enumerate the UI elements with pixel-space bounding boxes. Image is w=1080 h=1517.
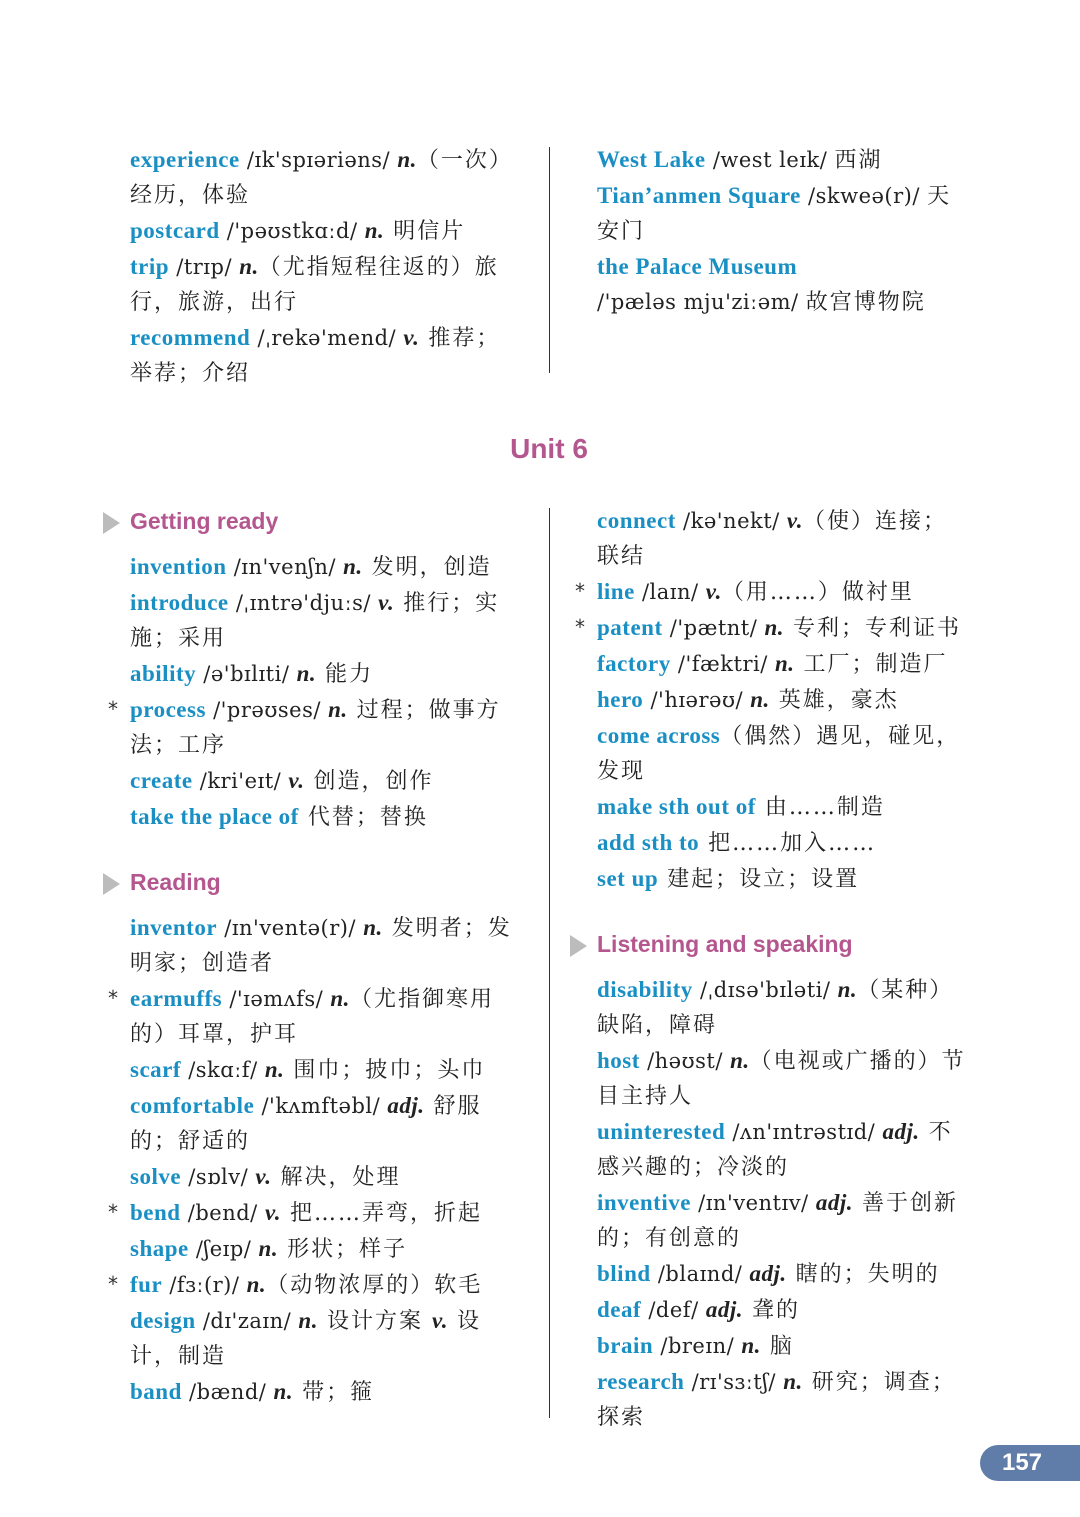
headword: solve bbox=[130, 1164, 182, 1189]
definition: 聋的 bbox=[742, 1298, 800, 1323]
definition: （尤指御寒用的）耳罩，护耳 bbox=[130, 987, 494, 1047]
vocab-entry bbox=[597, 249, 967, 285]
vocab-entry bbox=[108, 1267, 520, 1303]
section-heading bbox=[130, 503, 520, 539]
vocab-entry bbox=[597, 1364, 967, 1435]
vocab-entry bbox=[130, 585, 520, 656]
headword: postcard bbox=[130, 218, 220, 243]
headword: brain bbox=[597, 1333, 654, 1358]
page-number: 157 bbox=[980, 1445, 1080, 1481]
headword: earmuffs bbox=[130, 986, 223, 1011]
headword: take the place of bbox=[130, 804, 299, 829]
phonetic: /ɪn'venʃn/ bbox=[226, 555, 344, 579]
vocab-entry bbox=[597, 1043, 967, 1114]
part-of-speech: adj. bbox=[705, 1297, 743, 1322]
phonetic: /həʊst/ bbox=[639, 1049, 731, 1073]
vocab-entry bbox=[130, 142, 520, 213]
part-of-speech: n. bbox=[273, 1379, 294, 1404]
headword: create bbox=[130, 768, 193, 793]
phonetic: /'prəʊses/ bbox=[205, 698, 329, 722]
part-of-speech: n. bbox=[298, 1308, 318, 1333]
headword: fur bbox=[130, 1272, 163, 1297]
vocab-entry bbox=[130, 1303, 520, 1374]
definition: 带；箍 bbox=[293, 1380, 375, 1405]
part-of-speech: v. bbox=[403, 325, 420, 350]
headword: band bbox=[130, 1379, 182, 1404]
vocab-entry bbox=[597, 972, 967, 1043]
triangle-icon bbox=[103, 512, 120, 534]
part-of-speech: v. bbox=[431, 1308, 449, 1333]
vocab-entry bbox=[130, 799, 520, 835]
headword: come across bbox=[597, 723, 721, 748]
vocab-entry bbox=[575, 574, 967, 610]
star-marker: * bbox=[108, 1272, 119, 1296]
headword: research bbox=[597, 1369, 685, 1394]
definition: 瞎的；失明的 bbox=[786, 1262, 940, 1287]
phonetic: /kə'nekt/ bbox=[675, 509, 787, 533]
headword: set up bbox=[597, 866, 659, 891]
headword: host bbox=[597, 1048, 640, 1073]
definition: 西湖 bbox=[834, 148, 883, 173]
definition: （动物浓厚的）软毛 bbox=[266, 1273, 483, 1298]
headword: comfortable bbox=[130, 1093, 255, 1118]
definition: 专利；专利证书 bbox=[784, 616, 962, 641]
part-of-speech: n. bbox=[364, 218, 385, 243]
headword: trip bbox=[130, 254, 170, 279]
phonetic: /fɜː(r)/ bbox=[162, 1273, 247, 1297]
phonetic: /'hɪərəʊ/ bbox=[643, 688, 751, 712]
phonetic: /ɪk'spɪəriəns/ bbox=[239, 148, 398, 172]
right-column bbox=[575, 503, 967, 1435]
vocab-entry bbox=[130, 1088, 520, 1159]
phonetic: /'ɪəmʌfs/ bbox=[222, 987, 331, 1011]
part-of-speech: n. bbox=[296, 661, 317, 686]
headword: shape bbox=[130, 1236, 189, 1261]
headword: uninterested bbox=[597, 1119, 726, 1144]
vocab-entry bbox=[575, 610, 967, 646]
headword: experience bbox=[130, 147, 240, 172]
section-title: Getting ready bbox=[130, 508, 279, 534]
phonetic: /'fæktri/ bbox=[670, 652, 775, 676]
star-marker: * bbox=[108, 697, 119, 721]
vocab-entry bbox=[597, 285, 967, 320]
star-marker: * bbox=[575, 615, 586, 639]
phonetic: /ɪn'ventɪv/ bbox=[690, 1191, 816, 1215]
headword: recommend bbox=[130, 325, 251, 350]
definition: 故宫博物院 bbox=[805, 290, 926, 315]
headword: connect bbox=[597, 508, 676, 533]
headword: patent bbox=[597, 615, 663, 640]
vocab-entry bbox=[130, 549, 520, 585]
phonetic: /def/ bbox=[641, 1298, 706, 1322]
definition: 能力 bbox=[316, 662, 374, 687]
headword: deaf bbox=[597, 1297, 642, 1322]
definition: （用……）做衬里 bbox=[721, 580, 914, 605]
phonetic: /bænd/ bbox=[181, 1380, 274, 1404]
definition: 建起；设立；设置 bbox=[658, 867, 860, 892]
phonetic: /breɪn/ bbox=[653, 1334, 742, 1358]
headword: ability bbox=[130, 661, 197, 686]
phonetic: /ʌn'ɪntrəstɪd/ bbox=[725, 1120, 883, 1144]
definition: 形状；样子 bbox=[278, 1237, 408, 1262]
phonetic: /ˌdɪsə'bɪləti/ bbox=[692, 978, 838, 1002]
vocab-entry bbox=[597, 646, 967, 682]
part-of-speech: adj. bbox=[749, 1261, 787, 1286]
definition: 发明，创造 bbox=[362, 555, 492, 580]
phonetic: /ɪn'ventə(r)/ bbox=[217, 916, 364, 940]
part-of-speech: n. bbox=[258, 1236, 279, 1261]
part-of-speech: n. bbox=[239, 254, 259, 279]
headword: the Palace Museum bbox=[597, 254, 798, 279]
part-of-speech: adj. bbox=[387, 1093, 425, 1118]
headword: make sth out of bbox=[597, 794, 756, 819]
phonetic: /ˌrekə'mend/ bbox=[250, 326, 404, 350]
definition: 舒服的；舒适的 bbox=[130, 1094, 482, 1154]
headword: hero bbox=[597, 687, 644, 712]
headword: design bbox=[130, 1308, 196, 1333]
definition: 推荐；举荐；介绍 bbox=[130, 326, 501, 386]
star-marker: * bbox=[108, 1200, 119, 1224]
definition: 明信片 bbox=[384, 219, 466, 244]
part-of-speech: n. bbox=[246, 1272, 267, 1297]
part-of-speech: adj. bbox=[882, 1119, 920, 1144]
part-of-speech: n. bbox=[328, 697, 348, 722]
headword: inventive bbox=[597, 1190, 691, 1215]
part-of-speech: n. bbox=[774, 651, 795, 676]
phonetic: /bend/ bbox=[180, 1201, 265, 1225]
part-of-speech: n. bbox=[750, 687, 770, 712]
definition: （电视或广播的）节目主持人 bbox=[597, 1049, 966, 1109]
triangle-icon bbox=[103, 873, 120, 895]
part-of-speech: n. bbox=[730, 1048, 750, 1073]
phonetic: /ˌɪntrə'djuːs/ bbox=[228, 591, 379, 615]
definition: 工厂；制造厂 bbox=[794, 652, 948, 677]
phonetic: /'pæləs mju'ziːəm/ bbox=[597, 290, 806, 314]
phonetic: /'pætnt/ bbox=[662, 616, 765, 640]
vocab-entry bbox=[597, 178, 967, 249]
phonetic: /'kʌmftəbl/ bbox=[254, 1094, 388, 1118]
definition: 围巾；披巾；头巾 bbox=[284, 1058, 486, 1083]
definition: 设计方案 bbox=[317, 1309, 432, 1334]
definition: 天安门 bbox=[597, 184, 952, 244]
phonetic: /dɪ'zaɪn/ bbox=[195, 1309, 299, 1333]
definition: 把……弄弯，折起 bbox=[281, 1201, 483, 1226]
headword: bend bbox=[130, 1200, 181, 1225]
headword: factory bbox=[597, 651, 671, 676]
definition: （某种）缺陷，障碍 bbox=[597, 978, 954, 1038]
vocab-entry bbox=[130, 910, 520, 981]
column-divider bbox=[549, 508, 550, 1418]
vocab-entry bbox=[597, 1114, 967, 1185]
part-of-speech: n. bbox=[764, 615, 785, 640]
definition: 发明者；发明家；创造者 bbox=[130, 916, 512, 976]
headword: Tian’anmen Square bbox=[597, 183, 801, 208]
definition: （偶然）遇见，碰见，发现 bbox=[597, 724, 961, 784]
phonetic: /skɑːf/ bbox=[181, 1058, 265, 1082]
vocab-entry bbox=[130, 320, 520, 391]
phonetic: /sɒlv/ bbox=[181, 1165, 256, 1189]
definition: 设计，制造 bbox=[130, 1309, 482, 1369]
definition: 过程；做事方法；工序 bbox=[130, 698, 501, 758]
headword: scarf bbox=[130, 1057, 182, 1082]
phonetic: /skweə(r)/ bbox=[800, 184, 928, 208]
definition: 解决，处理 bbox=[271, 1165, 401, 1190]
vocab-entry bbox=[597, 503, 967, 574]
vocab-entry bbox=[597, 682, 967, 718]
headword: disability bbox=[597, 977, 693, 1002]
headword: blind bbox=[597, 1261, 651, 1286]
vocab-entry bbox=[597, 789, 967, 825]
vocab-entry bbox=[108, 692, 520, 763]
definition: （尤指短程往返的）旅行，旅游，出行 bbox=[130, 255, 499, 315]
vocab-entry bbox=[597, 825, 967, 861]
phonetic: /west leɪk/ bbox=[705, 148, 835, 172]
vocab-entry bbox=[130, 656, 520, 692]
part-of-speech: n. bbox=[837, 977, 858, 1002]
part-of-speech: n. bbox=[330, 986, 350, 1011]
definition: 推行；实施；采用 bbox=[130, 591, 500, 651]
vocab-entry bbox=[130, 249, 520, 320]
section-heading bbox=[597, 926, 967, 962]
headword: introduce bbox=[130, 590, 229, 615]
vocab-entry bbox=[130, 763, 520, 799]
part-of-speech: n. bbox=[397, 147, 417, 172]
column-divider bbox=[549, 147, 550, 373]
unit-title: Unit 6 bbox=[510, 433, 588, 464]
part-of-speech: n. bbox=[783, 1369, 803, 1394]
vocab-entry bbox=[108, 1195, 520, 1231]
headword: invention bbox=[130, 554, 227, 579]
vocab-entry bbox=[597, 1292, 967, 1328]
definition: 创造，创作 bbox=[304, 769, 434, 794]
definition: （使）连接；联结 bbox=[597, 509, 948, 569]
definition: 研究；调查；探索 bbox=[597, 1370, 956, 1430]
part-of-speech: v. bbox=[288, 768, 305, 793]
vocab-entry bbox=[130, 1231, 520, 1267]
part-of-speech: v. bbox=[705, 579, 722, 604]
part-of-speech: n. bbox=[363, 915, 383, 940]
definition: 英雄，豪杰 bbox=[769, 688, 899, 713]
phonetic: /rɪ'sɜːtʃ/ bbox=[684, 1370, 784, 1394]
phonetic: /kri'eɪt/ bbox=[192, 769, 289, 793]
part-of-speech: n. bbox=[741, 1333, 761, 1358]
headword: inventor bbox=[130, 915, 218, 940]
vocab-entry bbox=[597, 1185, 967, 1256]
section-heading bbox=[130, 864, 520, 900]
vocab-entry bbox=[597, 142, 967, 178]
definition: 由……制造 bbox=[755, 795, 885, 820]
part-of-speech: v. bbox=[255, 1164, 272, 1189]
vocab-entry bbox=[130, 213, 520, 249]
section-title: Listening and speaking bbox=[597, 931, 853, 957]
vocab-entry bbox=[597, 861, 967, 897]
left-column bbox=[108, 503, 520, 1410]
headword: add sth to bbox=[597, 830, 700, 855]
vocab-entry bbox=[597, 1256, 967, 1292]
top-right-column bbox=[597, 142, 967, 320]
definition: 善于创新的；有创意的 bbox=[597, 1191, 958, 1251]
definition: 代替；替换 bbox=[298, 805, 428, 830]
vocab-entry bbox=[597, 718, 967, 789]
top-left-column bbox=[130, 142, 520, 391]
vocab-entry bbox=[130, 1374, 520, 1410]
definition: 脑 bbox=[760, 1334, 794, 1359]
phonetic: /ə'bɪlɪti/ bbox=[196, 662, 297, 686]
part-of-speech: n. bbox=[343, 554, 363, 579]
definition: 不感兴趣的；冷淡的 bbox=[597, 1120, 953, 1180]
part-of-speech: v. bbox=[378, 590, 395, 615]
part-of-speech: v. bbox=[786, 508, 804, 533]
definition: （一次）经历，体验 bbox=[130, 148, 513, 208]
part-of-speech: n. bbox=[264, 1057, 285, 1082]
headword: West Lake bbox=[597, 147, 706, 172]
section-title: Reading bbox=[130, 869, 221, 895]
triangle-icon bbox=[570, 935, 587, 957]
star-marker: * bbox=[108, 986, 119, 1010]
phonetic: /ʃeɪp/ bbox=[188, 1237, 259, 1261]
vocab-entry bbox=[130, 1159, 520, 1195]
phonetic: /'pəʊstkɑːd/ bbox=[219, 219, 365, 243]
phonetic: /laɪn/ bbox=[634, 580, 706, 604]
phonetic: /blaɪnd/ bbox=[650, 1262, 750, 1286]
vocab-entry bbox=[597, 1328, 967, 1364]
definition: 把……加入…… bbox=[699, 831, 877, 856]
headword: line bbox=[597, 579, 635, 604]
part-of-speech: adj. bbox=[815, 1190, 853, 1215]
phonetic: /trɪp/ bbox=[169, 255, 240, 279]
vocab-entry bbox=[130, 1052, 520, 1088]
vocab-entry bbox=[108, 981, 520, 1052]
part-of-speech: v. bbox=[264, 1200, 282, 1225]
star-marker: * bbox=[575, 579, 586, 603]
headword: process bbox=[130, 697, 206, 722]
